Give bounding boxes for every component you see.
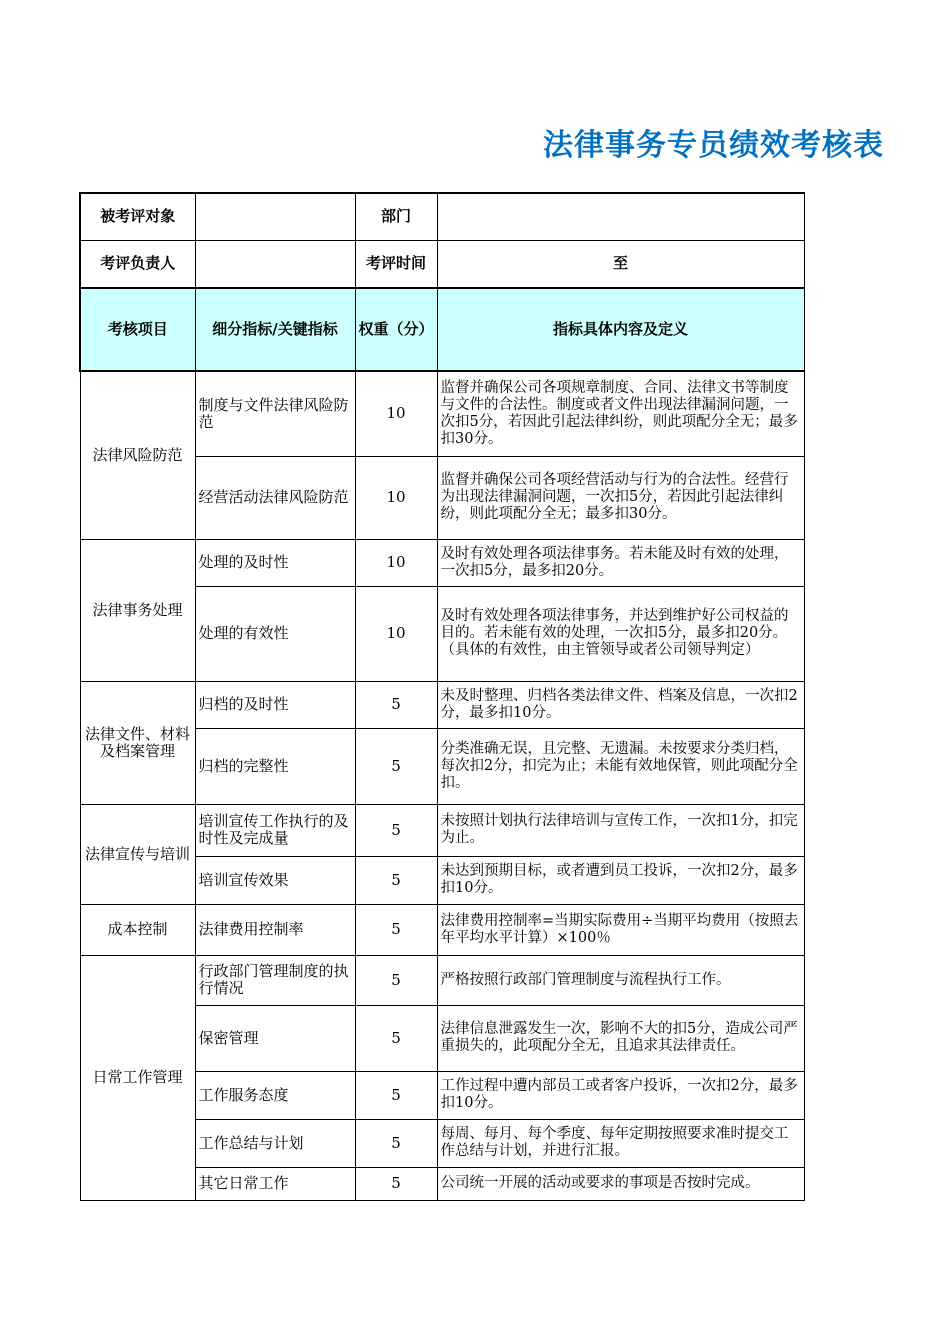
table-row bbox=[80, 904, 804, 955]
weight: 5 bbox=[355, 804, 437, 856]
weight: 10 bbox=[355, 539, 437, 586]
header-sub: 细分指标/关键指标 bbox=[195, 288, 355, 371]
target-label: 被考评对象 bbox=[80, 193, 195, 240]
sub-indicator: 经营活动法律风险防范 bbox=[195, 456, 355, 539]
dept-label: 部门 bbox=[355, 193, 437, 240]
time-value[interactable]: 至 bbox=[437, 240, 804, 288]
definition: 未按照计划执行法律培训与宣传工作，一次扣1分，扣完为止。 bbox=[437, 804, 804, 856]
sub-indicator: 法律费用控制率 bbox=[195, 904, 355, 955]
appraisal-table bbox=[79, 192, 805, 1201]
leader-value[interactable] bbox=[195, 240, 355, 288]
definition: 及时有效处理各项法律事务，并达到维护好公司权益的目的。若未能有效的处理，一次扣5分，最多扣20分。（具体的有效性，由主管领导或者公司领导判定） bbox=[437, 586, 804, 681]
table-row bbox=[80, 539, 804, 586]
weight: 5 bbox=[355, 955, 437, 1005]
definition: 未达到预期目标，或者遭到员工投诉，一次扣2分，最多扣10分。 bbox=[437, 856, 804, 904]
definition: 监督并确保公司各项经营活动与行为的合法性。经营行为出现法律漏洞问题，一次扣5分，若因此引起法律纠纷，则此项配分全无；最多扣30分。 bbox=[437, 456, 804, 539]
header-weight: 权重（分） bbox=[355, 288, 437, 371]
sub-indicator: 培训宣传效果 bbox=[195, 856, 355, 904]
group-legal-risk: 法律风险防范 bbox=[80, 371, 195, 539]
weight: 5 bbox=[355, 1119, 437, 1167]
weight: 10 bbox=[355, 456, 437, 539]
sub-indicator: 行政部门管理制度的执行情况 bbox=[195, 955, 355, 1005]
weight: 10 bbox=[355, 371, 437, 456]
header-item: 考核项目 bbox=[80, 288, 195, 371]
definition: 公司统一开展的活动或要求的事项是否按时完成。 bbox=[437, 1167, 804, 1200]
group-cost: 成本控制 bbox=[80, 904, 195, 955]
group-legal-affairs: 法律事务处理 bbox=[80, 539, 195, 681]
definition: 法律费用控制率=当期实际费用÷当期平均费用（按照去年平均水平计算）×100％ bbox=[437, 904, 804, 955]
table-row bbox=[80, 955, 804, 1005]
weight: 5 bbox=[355, 1167, 437, 1200]
weight: 5 bbox=[355, 1005, 437, 1071]
table-row bbox=[80, 804, 804, 856]
definition: 每周、每月、每个季度、每年定期按照要求准时提交工作总结与计划，并进行汇报。 bbox=[437, 1119, 804, 1167]
definition: 分类准确无误，且完整、无遗漏。未按要求分类归档，每次扣2分，扣完为止；未能有效地保管，则此项配分全扣。 bbox=[437, 728, 804, 804]
sub-indicator: 归档的及时性 bbox=[195, 681, 355, 728]
weight: 5 bbox=[355, 1071, 437, 1119]
table-row bbox=[80, 371, 804, 456]
sub-indicator: 培训宣传工作执行的及时性及完成量 bbox=[195, 804, 355, 856]
sub-indicator: 工作服务态度 bbox=[195, 1071, 355, 1119]
table-row bbox=[80, 681, 804, 728]
sub-indicator: 工作总结与计划 bbox=[195, 1119, 355, 1167]
weight: 10 bbox=[355, 586, 437, 681]
definition: 监督并确保公司各项规章制度、合同、法律文书等制度与文件的合法性。制度或者文件出现法律漏洞问题，一次扣5分，若因此引起法律纠纷，则此项配分全无；最多扣30分。 bbox=[437, 371, 804, 456]
definition: 及时有效处理各项法律事务。若未能及时有效的处理，一次扣5分，最多扣20分。 bbox=[437, 539, 804, 586]
definition: 法律信息泄露发生一次，影响不大的扣5分，造成公司严重损失的，此项配分全无，且追求其法律责任。 bbox=[437, 1005, 804, 1071]
info-row-1 bbox=[80, 193, 804, 240]
sub-indicator: 处理的有效性 bbox=[195, 586, 355, 681]
group-archives: 法律文件、材料及档案管理 bbox=[80, 681, 195, 804]
weight: 5 bbox=[355, 856, 437, 904]
definition: 工作过程中遭内部员工或者客户投诉，一次扣2分，最多扣10分。 bbox=[437, 1071, 804, 1119]
weight: 5 bbox=[355, 728, 437, 804]
column-header-row bbox=[80, 288, 804, 371]
sub-indicator: 制度与文件法律风险防范 bbox=[195, 371, 355, 456]
group-training: 法律宣传与培训 bbox=[80, 804, 195, 904]
group-daily-work: 日常工作管理 bbox=[80, 955, 195, 1200]
sub-indicator: 归档的完整性 bbox=[195, 728, 355, 804]
info-row-2 bbox=[80, 240, 804, 288]
sub-indicator: 保密管理 bbox=[195, 1005, 355, 1071]
weight: 5 bbox=[355, 904, 437, 955]
definition: 严格按照行政部门管理制度与流程执行工作。 bbox=[437, 955, 804, 1005]
leader-label: 考评负责人 bbox=[80, 240, 195, 288]
sub-indicator: 其它日常工作 bbox=[195, 1167, 355, 1200]
sub-indicator: 处理的及时性 bbox=[195, 539, 355, 586]
dept-value[interactable] bbox=[437, 193, 804, 240]
page-title: 法律事务专员绩效考核表 bbox=[543, 128, 884, 163]
header-def: 指标具体内容及定义 bbox=[437, 288, 804, 371]
weight: 5 bbox=[355, 681, 437, 728]
definition: 未及时整理、归档各类法律文件、档案及信息，一次扣2分，最多扣10分。 bbox=[437, 681, 804, 728]
target-value[interactable] bbox=[195, 193, 355, 240]
time-label: 考评时间 bbox=[355, 240, 437, 288]
